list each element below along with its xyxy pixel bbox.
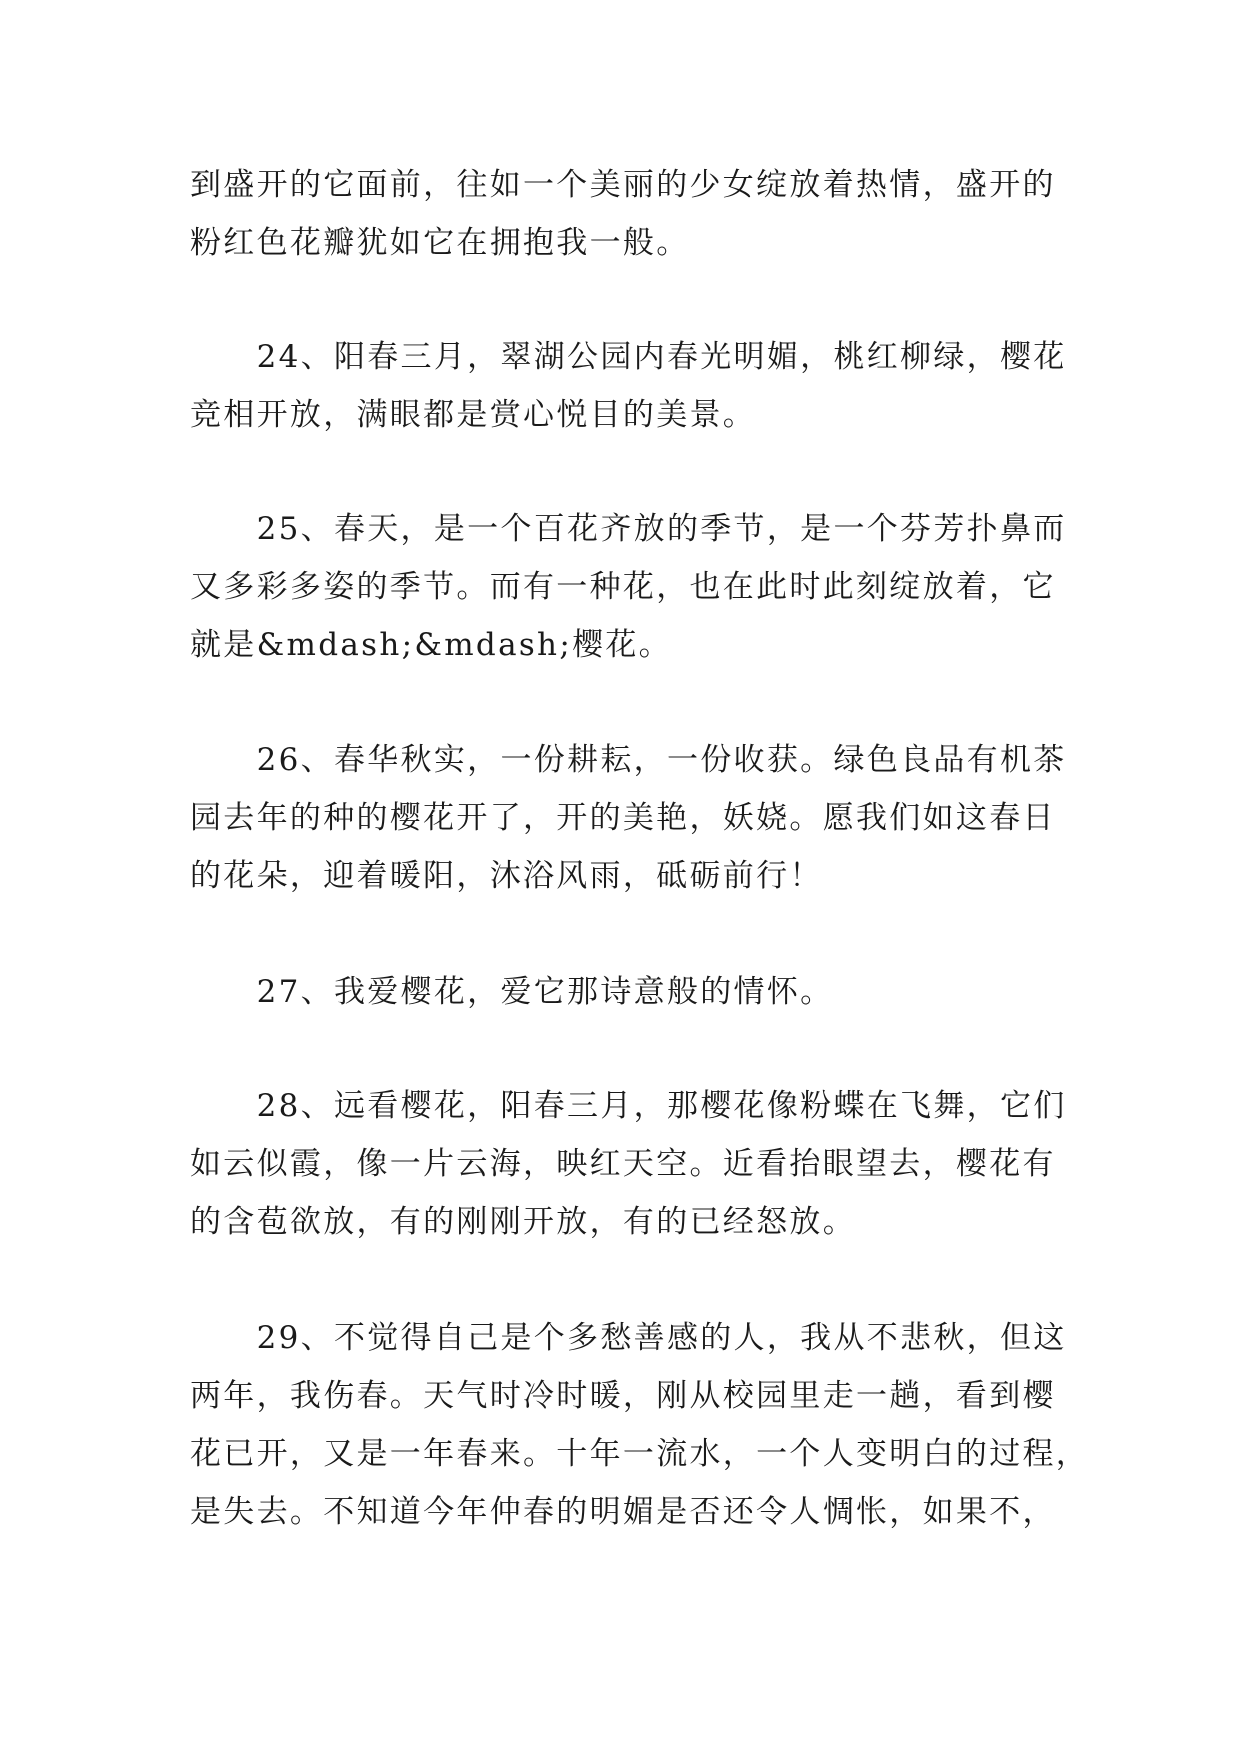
text-line: 25、春天，是一个百花齐放的季节，是一个芬芳扑鼻而 (190, 511, 1067, 547)
text-line: 园去年的种的樱花开了，开的美艳，妖娆。愿我们如这春日 (190, 800, 1056, 836)
text-line: 是失去。不知道今年仲春的明媚是否还令人惆怅，如果不， (190, 1494, 1056, 1530)
text-line: 又多彩多姿的季节。而有一种花，也在此时此刻绽放着，它 (190, 569, 1056, 605)
text-line: 28、远看樱花，阳春三月，那樱花像粉蝶在飞舞，它们 (190, 1088, 1067, 1124)
text-line: 29、不觉得自己是个多愁善感的人，我从不悲秋，但这 (190, 1320, 1067, 1356)
text-line: 的花朵，迎着暖阳，沐浴风雨，砥砺前行！ (190, 858, 823, 894)
text-line: 26、春华秋实，一份耕耘，一份收获。绿色良品有机茶 (190, 742, 1067, 778)
text-line: 的含苞欲放，有的刚刚开放，有的已经怒放。 (190, 1204, 856, 1240)
text-line: 27、我爱樱花，爱它那诗意般的情怀。 (190, 974, 834, 1010)
text-line: 就是&mdash;&mdash;樱花。 (190, 627, 672, 663)
text-line: 花已开，又是一年春来。十年一流水，一个人变明白的过程， (190, 1436, 1090, 1472)
text-line: 两年，我伤春。天气时冷时暖，刚从校园里走一趟，看到樱 (190, 1378, 1056, 1414)
text-line: 如云似霞，像一片云海，映红天空。近看抬眼望去，樱花有 (190, 1146, 1056, 1182)
text-line: 24、阳春三月，翠湖公园内春光明媚，桃红柳绿，樱花 (190, 339, 1067, 375)
text-line: 粉红色花瓣犹如它在拥抱我一般。 (190, 225, 690, 261)
text-line: 竞相开放，满眼都是赏心悦目的美景。 (190, 397, 757, 433)
text-line: 到盛开的它面前，往如一个美丽的少女绽放着热情，盛开的 (190, 167, 1056, 203)
